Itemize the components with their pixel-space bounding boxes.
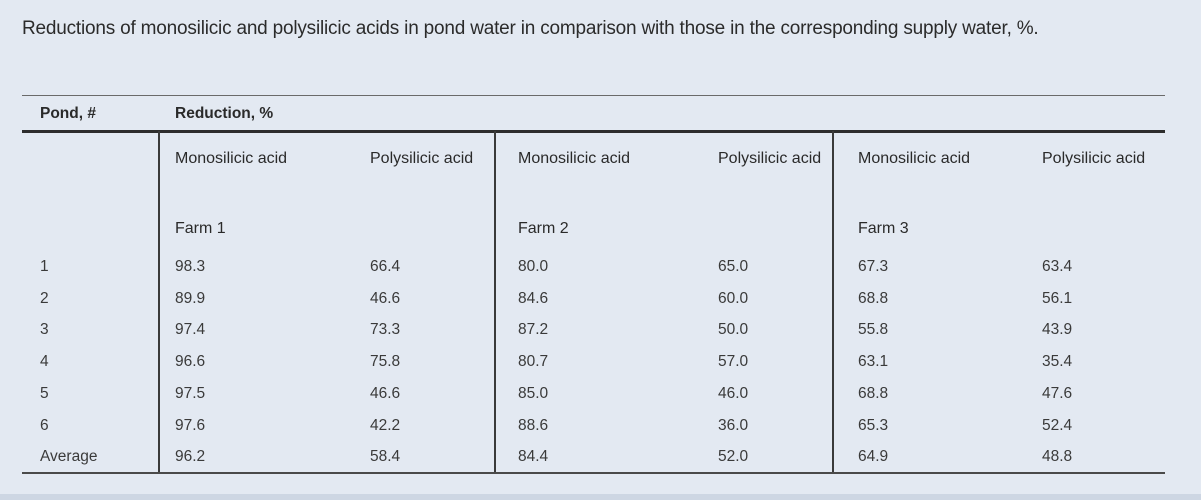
table-cell: 65.3 bbox=[858, 416, 889, 434]
row-pond-label: 3 bbox=[40, 321, 49, 339]
table-cell: 46.0 bbox=[718, 384, 749, 402]
table-cell: 85.0 bbox=[518, 384, 549, 402]
row-pond-label: 2 bbox=[40, 289, 49, 307]
table-cell: 97.4 bbox=[175, 321, 206, 339]
column-divider bbox=[494, 131, 496, 473]
column-header: Monosilicic acid bbox=[858, 150, 971, 167]
header-reduction: Reduction, % bbox=[175, 105, 274, 122]
table-caption: Reductions of monosilicic and polysilicic acids in pond water in comparison with those in the corresponding supply water, %. bbox=[22, 18, 1039, 39]
table-cell: 96.6 bbox=[175, 353, 206, 371]
table-cell: 64.9 bbox=[858, 448, 889, 466]
table-cell: 87.2 bbox=[518, 321, 549, 339]
table-cell: 48.8 bbox=[1042, 448, 1073, 466]
table-cell: 36.0 bbox=[718, 416, 749, 434]
table-cell: 63.1 bbox=[858, 353, 889, 371]
bottom-border bbox=[0, 494, 1201, 500]
table-cell: 52.0 bbox=[718, 448, 749, 466]
table-cell: 80.0 bbox=[518, 258, 549, 275]
row-pond-label: Average bbox=[40, 448, 98, 466]
table-cell: 56.1 bbox=[1042, 289, 1073, 307]
table-cell: 43.9 bbox=[1042, 321, 1073, 339]
table-cell: 60.0 bbox=[718, 289, 749, 307]
farm-label: Farm 3 bbox=[858, 220, 909, 237]
table-cell: 97.6 bbox=[175, 416, 206, 434]
column-header: Polysilicic acid bbox=[1042, 150, 1146, 167]
top-rule bbox=[22, 95, 1165, 96]
table-cell: 68.8 bbox=[858, 289, 889, 307]
table-cell: 58.4 bbox=[370, 448, 401, 466]
table-cell: 88.6 bbox=[518, 416, 549, 434]
table-cell: 96.2 bbox=[175, 448, 206, 466]
table-cell: 46.6 bbox=[370, 289, 401, 307]
column-divider bbox=[832, 131, 834, 473]
table-cell: 47.6 bbox=[1042, 384, 1073, 402]
table-cell: 84.6 bbox=[518, 289, 549, 307]
table-cell: 89.9 bbox=[175, 289, 206, 307]
row-pond-label: 4 bbox=[40, 353, 49, 371]
bottom-rule bbox=[22, 472, 1165, 474]
column-header: Polysilicic acid bbox=[370, 150, 474, 167]
column-header: Monosilicic acid bbox=[175, 150, 288, 167]
table-cell: 46.6 bbox=[370, 384, 401, 402]
column-header: Monosilicic acid bbox=[518, 150, 631, 167]
table-cell: 52.4 bbox=[1042, 416, 1073, 434]
table-cell: 84.4 bbox=[518, 448, 549, 466]
table-cell: 35.4 bbox=[1042, 353, 1073, 371]
table-cell: 73.3 bbox=[370, 321, 401, 339]
data-table bbox=[22, 95, 1165, 475]
table-cell: 97.5 bbox=[175, 384, 206, 402]
column-divider bbox=[158, 131, 160, 473]
table-cell: 42.2 bbox=[370, 416, 401, 434]
table-cell: 80.7 bbox=[518, 353, 549, 371]
table-cell: 50.0 bbox=[718, 321, 749, 339]
row-pond-label: 5 bbox=[40, 384, 49, 402]
table-cell: 63.4 bbox=[1042, 258, 1073, 275]
table-cell: 68.8 bbox=[858, 384, 889, 402]
header-pond: Pond, # bbox=[40, 105, 96, 122]
row-pond-label: 1 bbox=[40, 258, 49, 275]
table-cell: 65.0 bbox=[718, 258, 749, 275]
table-cell: 67.3 bbox=[858, 258, 889, 275]
table-cell: 66.4 bbox=[370, 258, 401, 275]
farm-label: Farm 2 bbox=[518, 220, 569, 237]
table-cell: 55.8 bbox=[858, 321, 889, 339]
header-rule bbox=[22, 130, 1165, 133]
column-header: Polysilicic acid bbox=[718, 150, 822, 167]
table-cell: 98.3 bbox=[175, 258, 206, 275]
table-cell: 57.0 bbox=[718, 353, 749, 371]
farm-label: Farm 1 bbox=[175, 220, 226, 237]
table-cell: 75.8 bbox=[370, 353, 401, 371]
row-pond-label: 6 bbox=[40, 416, 49, 434]
